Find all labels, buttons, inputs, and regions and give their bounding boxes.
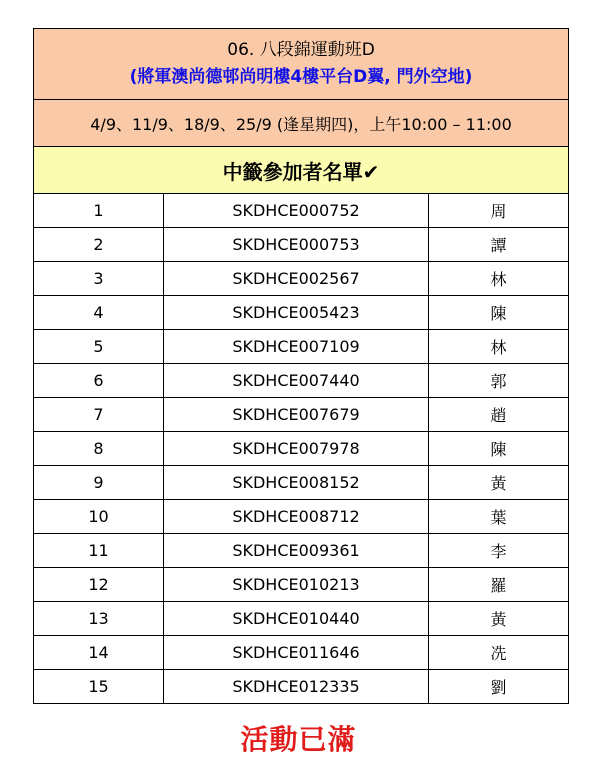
participant-surname: 劉 <box>429 670 569 704</box>
list-title: 中籤參加者名單 <box>222 159 363 184</box>
participant-id: SKDHCE007978 <box>164 432 429 466</box>
row-number: 5 <box>34 330 164 364</box>
title-row <box>34 29 569 100</box>
participant-id: SKDHCE000753 <box>164 228 429 262</box>
participant-id: SKDHCE010213 <box>164 568 429 602</box>
participant-surname: 譚 <box>429 228 569 262</box>
participant-id: SKDHCE008152 <box>164 466 429 500</box>
table-row <box>34 500 569 534</box>
participant-id: SKDHCE000752 <box>164 194 429 228</box>
title-cell <box>34 29 569 100</box>
schedule-text: 4/9、11/9、18/9、25/9 (逢星期四)，上午10:00 – 11:00 <box>34 100 569 147</box>
schedule-row <box>34 100 569 147</box>
participant-id: SKDHCE010440 <box>164 602 429 636</box>
participant-surname: 黃 <box>429 602 569 636</box>
class-title: 06. 八段錦運動班D <box>227 40 375 60</box>
participant-id: SKDHCE012335 <box>164 670 429 704</box>
table-row <box>34 670 569 704</box>
check-mark-icon: ✔ <box>362 159 380 184</box>
list-title-cell <box>34 147 569 194</box>
table-row <box>34 432 569 466</box>
row-number: 14 <box>34 636 164 670</box>
table-row <box>34 364 569 398</box>
row-number: 12 <box>34 568 164 602</box>
activity-full-notice: 活動已滿 <box>240 723 357 756</box>
table-row <box>34 466 569 500</box>
participant-id: SKDHCE007440 <box>164 364 429 398</box>
participant-surname: 陳 <box>429 296 569 330</box>
participant-table <box>33 28 569 704</box>
row-number: 8 <box>34 432 164 466</box>
class-location: (將軍澳尚德邨尚明樓4樓平台D翼, 門外空地) <box>129 67 473 87</box>
row-number: 3 <box>34 262 164 296</box>
row-number: 11 <box>34 534 164 568</box>
participant-id: SKDHCE011646 <box>164 636 429 670</box>
table-row <box>34 262 569 296</box>
participant-id: SKDHCE002567 <box>164 262 429 296</box>
participant-surname: 羅 <box>429 568 569 602</box>
participant-id: SKDHCE005423 <box>164 296 429 330</box>
row-number: 9 <box>34 466 164 500</box>
table-row <box>34 228 569 262</box>
row-number: 6 <box>34 364 164 398</box>
table-row <box>34 636 569 670</box>
row-number: 1 <box>34 194 164 228</box>
participant-surname: 周 <box>429 194 569 228</box>
table-row <box>34 194 569 228</box>
participant-surname: 郭 <box>429 364 569 398</box>
participant-surname: 黃 <box>429 466 569 500</box>
participant-surname: 林 <box>429 330 569 364</box>
table-row <box>34 296 569 330</box>
roster-sheet <box>33 28 568 704</box>
participant-surname: 李 <box>429 534 569 568</box>
participant-surname: 葉 <box>429 500 569 534</box>
participant-id: SKDHCE008712 <box>164 500 429 534</box>
table-row <box>34 398 569 432</box>
table-row <box>34 330 569 364</box>
participant-surname: 冼 <box>429 636 569 670</box>
participant-id: SKDHCE007679 <box>164 398 429 432</box>
participant-id: SKDHCE009361 <box>164 534 429 568</box>
row-number: 13 <box>34 602 164 636</box>
table-row <box>34 534 569 568</box>
participant-id: SKDHCE007109 <box>164 330 429 364</box>
row-number: 10 <box>34 500 164 534</box>
row-number: 15 <box>34 670 164 704</box>
row-number: 4 <box>34 296 164 330</box>
table-row <box>34 602 569 636</box>
row-number: 2 <box>34 228 164 262</box>
participant-surname: 陳 <box>429 432 569 466</box>
row-number: 7 <box>34 398 164 432</box>
participant-surname: 趙 <box>429 398 569 432</box>
participant-surname: 林 <box>429 262 569 296</box>
table-row <box>34 568 569 602</box>
list-title-row <box>34 147 569 194</box>
